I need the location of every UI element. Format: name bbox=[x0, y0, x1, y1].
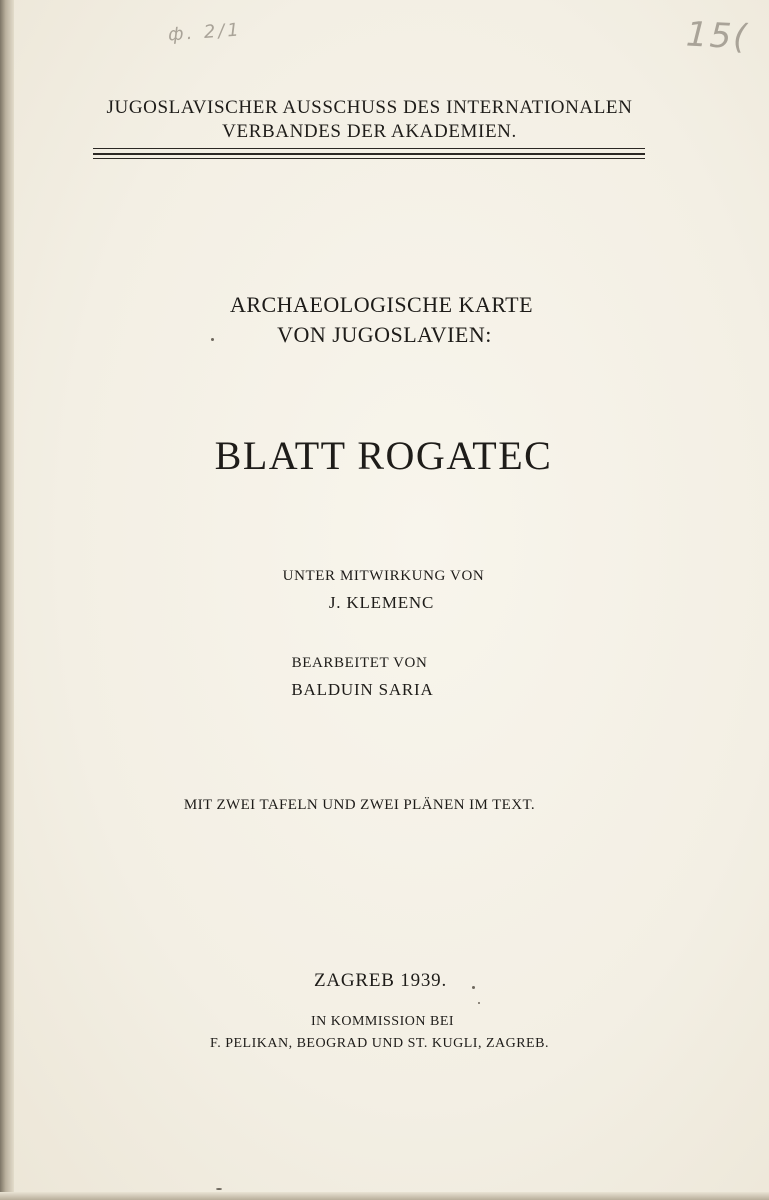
collaborator-name: J. KLEMENC bbox=[328, 593, 435, 612]
main-title: BLATT ROGATEC bbox=[214, 433, 553, 478]
series-title-line-1: ARCHAEOLOGISCHE KARTE bbox=[229, 292, 534, 317]
header-rule-middle bbox=[93, 153, 645, 155]
editor-name: BALDUIN SARIA bbox=[291, 680, 434, 699]
supplement-note: MIT ZWEI TAFELN UND ZWEI PLÄNEN IM TEXT. bbox=[183, 797, 536, 813]
page-bottom-edge bbox=[0, 1192, 769, 1200]
series-title-line-2: VON JUGOSLAVIEN: bbox=[277, 322, 492, 347]
editor-label: BEARBEITET VON bbox=[291, 655, 428, 671]
pencil-note-top-left: ф. 2/1 bbox=[167, 19, 243, 46]
header-rule-bottom bbox=[93, 158, 645, 159]
paper-speck bbox=[478, 1002, 480, 1004]
header-rule-top bbox=[93, 148, 645, 149]
pencil-note-top-right: 15( bbox=[684, 14, 750, 58]
place-and-year: ZAGREB 1939. bbox=[313, 970, 448, 991]
committee-header-line-2: VERBANDES DER AKADEMIEN. bbox=[222, 121, 517, 142]
paper-speck bbox=[472, 986, 475, 989]
commission-label: IN KOMMISSION BEI bbox=[310, 1014, 455, 1029]
paper-speck bbox=[216, 1188, 222, 1190]
collaboration-label: UNTER MITWIRKUNG VON bbox=[282, 568, 485, 584]
committee-header-line-1: JUGOSLAVISCHER AUSSCHUSS DES INTERNATIONALEN bbox=[106, 97, 633, 118]
publishers: F. PELIKAN, BEOGRAD UND ST. KUGLI, ZAGREB. bbox=[210, 1036, 549, 1051]
paper-speck bbox=[211, 338, 214, 341]
